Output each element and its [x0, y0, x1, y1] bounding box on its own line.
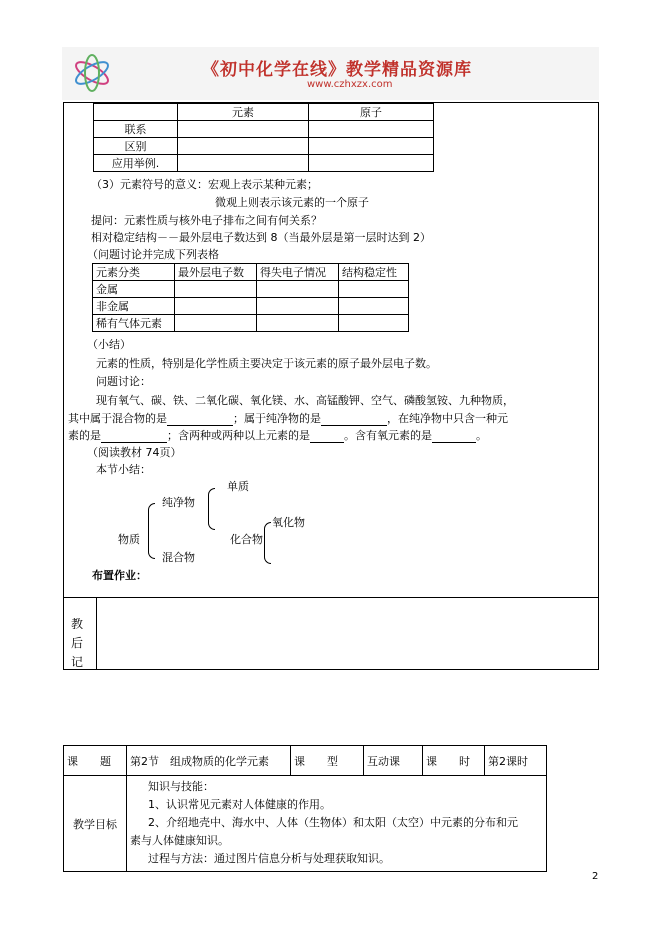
text: 其中属于混合物的是	[68, 412, 167, 425]
text-line: 问题讨论：	[96, 375, 151, 388]
text-line: （阅读教材 74页）	[87, 446, 182, 459]
summary-label: （小结）	[87, 338, 131, 351]
text-line: 本节小结：	[96, 463, 151, 476]
blank-line[interactable]	[432, 429, 476, 443]
goals-content	[127, 776, 547, 872]
atom-logo-icon	[70, 53, 114, 93]
text-line: 相对稳定结构－－最外层电子数达到 8（当最外层是第一层时达到 2）	[91, 231, 431, 244]
blank-cell[interactable]	[257, 281, 339, 298]
blank-cell[interactable]	[257, 298, 339, 315]
tree-node-root: 物质	[118, 533, 140, 546]
lesson-info-table	[63, 745, 547, 872]
page-number: 2	[592, 871, 599, 882]
divider	[64, 597, 598, 598]
header-cell: 元素	[178, 104, 309, 121]
row-label: 联系	[94, 121, 178, 138]
blank-cell[interactable]	[175, 281, 257, 298]
row-label: 应用举例.	[94, 155, 178, 172]
tree-node-compound: 化合物	[230, 533, 263, 546]
goal-line: 过程与方法：通过图片信息分析与处理获取知识。	[148, 852, 390, 865]
banner-title: 《初中化学在线》教学精品资源库	[202, 60, 472, 80]
text: ；属于纯净物的是	[233, 412, 321, 425]
blank-cell[interactable]	[309, 121, 434, 138]
header-banner	[62, 47, 599, 100]
blank-line[interactable]	[167, 412, 233, 426]
brace	[208, 488, 215, 530]
blank-cell[interactable]	[178, 138, 309, 155]
type-label: 课 型	[291, 746, 364, 776]
blank-cell[interactable]	[339, 315, 409, 332]
text-line: 现有氧气、碳、铁、二氧化碳、氧化镁、水、高锰酸钾、空气、磷酸氢铵、九种物质，	[96, 394, 514, 407]
goal-line: 素与人体健康知识。	[130, 834, 229, 847]
row-label: 区别	[94, 138, 178, 155]
header-cell: 元素分类	[93, 264, 175, 281]
goals-label: 教学目标	[64, 776, 127, 872]
blank-cell[interactable]	[175, 298, 257, 315]
text-line: 提问：元素性质与核外电子排布之间有何关系？	[91, 214, 322, 227]
brace	[148, 503, 155, 559]
row-label: 金属	[93, 281, 175, 298]
blank-cell[interactable]	[257, 315, 339, 332]
blank-cell[interactable]	[178, 155, 309, 172]
text: ；含两种或两种以上元素的是	[167, 429, 310, 442]
brace	[264, 522, 271, 564]
topic-value: 第2节 组成物质的化学元素	[127, 746, 291, 776]
text: 。	[476, 429, 487, 442]
blank-line[interactable]	[321, 412, 387, 426]
banner-url: www.czhxzx.com	[307, 79, 393, 90]
header-cell: 结构稳定性	[339, 264, 409, 281]
header-cell: 最外层电子数	[175, 264, 257, 281]
text-line: （问题讨论并完成下列表格	[87, 248, 219, 261]
text-line	[68, 427, 487, 443]
text: ，在纯净物中只含一种元	[387, 412, 508, 425]
text-line	[68, 410, 508, 426]
text-line: 微观上则表示该元素的一个原子	[215, 196, 369, 209]
reflection-label: 教后记	[71, 617, 84, 669]
header-cell: 原子	[309, 104, 434, 121]
blank-cell[interactable]	[175, 315, 257, 332]
tree-node-pure: 纯净物	[162, 496, 195, 509]
blank-cell[interactable]	[178, 121, 309, 138]
row-label: 非金属	[93, 298, 175, 315]
blank-cell[interactable]	[339, 281, 409, 298]
blank-cell[interactable]	[309, 138, 434, 155]
text: 素的是	[68, 429, 101, 442]
element-classification-table	[92, 263, 409, 332]
text-line: （3）元素符号的意义：宏观上表示某种元素；	[91, 178, 318, 191]
element-atom-table	[93, 103, 434, 172]
row-label: 稀有气体元素	[93, 315, 175, 332]
tree-node-mixture: 混合物	[162, 551, 195, 564]
goal-line: 知识与技能：	[148, 780, 214, 793]
text: 。含有氧元素的是	[344, 429, 432, 442]
period-label: 课 时	[423, 746, 485, 776]
blank-cell[interactable]	[339, 298, 409, 315]
blank-line[interactable]	[310, 429, 344, 443]
homework-label: 布置作业：	[92, 569, 147, 582]
topic-label: 课 题	[64, 746, 127, 776]
divider	[96, 597, 97, 669]
type-value: 互动课	[364, 746, 423, 776]
text-line: 元素的性质，特别是化学性质主要决定于该元素的原子最外层电子数。	[96, 357, 437, 370]
goal-line: 2、介绍地壳中、海水中、人体（生物体）和太阳（太空）中元素的分布和元	[148, 816, 518, 829]
tree-node-oxide: 氧化物	[272, 516, 305, 529]
header-cell: 得失电子情况	[257, 264, 339, 281]
period-value: 第2课时	[485, 746, 547, 776]
goal-line: 1、认识常见元素对人体健康的作用。	[148, 798, 331, 811]
blank-line[interactable]	[101, 429, 167, 443]
tree-node-element: 单质	[227, 480, 249, 493]
blank-cell[interactable]	[309, 155, 434, 172]
header-cell	[94, 104, 178, 121]
